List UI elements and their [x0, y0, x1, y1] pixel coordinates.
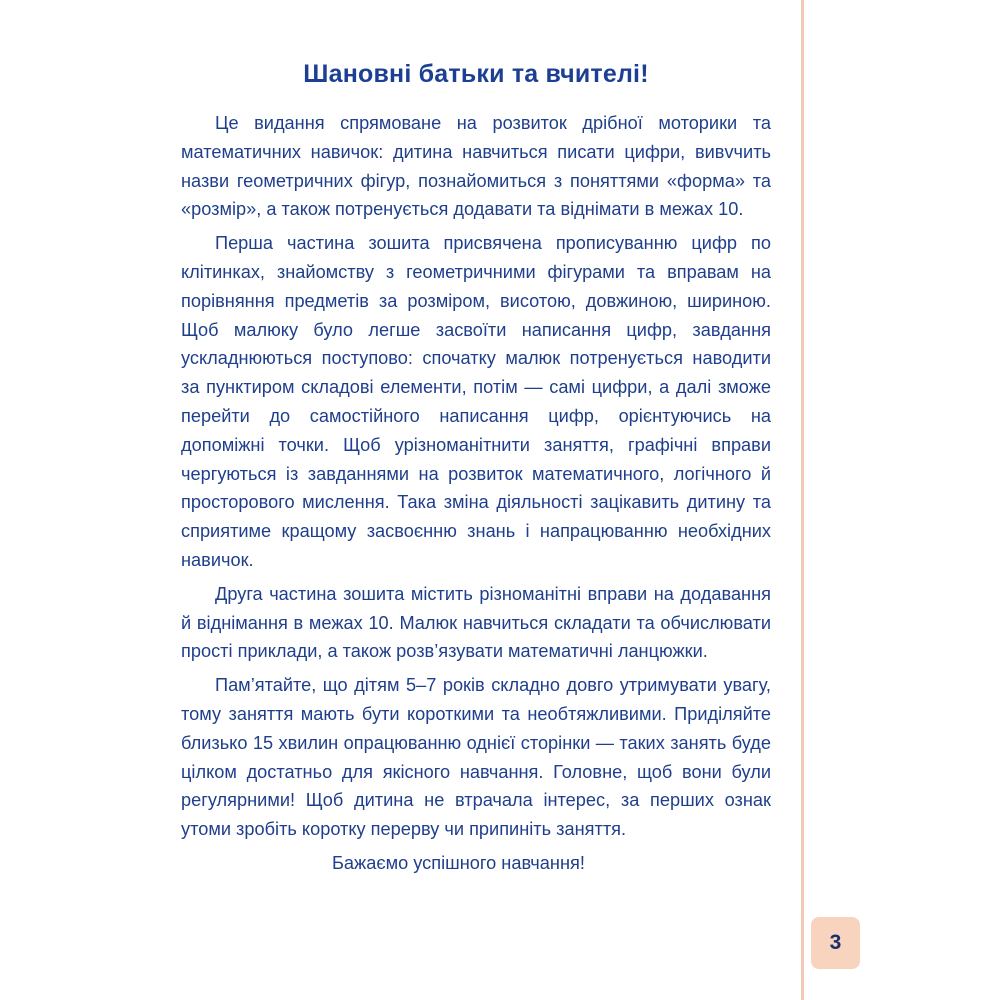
page-content — [181, 60, 771, 878]
paragraph-part-two: Друга частина зошита містить різноманітні вправи на додавання й віднімання в межах 10. Малюк навчиться складати та обчислювати прості приклади, а також розв’язувати математичні ланцюжки. — [181, 583, 771, 662]
paragraph-reminder: Пам’ятайте, що дітям 5–7 років складно довго утримувати увагу, тому заняття мають бути короткими та необтяжливими. Приділяйте близько 15 хвилин опрацюванню однієї сторінки — таких занять буде цілком достатньо для якісного навчання. Головне, щоб вони були регулярними! Щоб дитина не втрачала інтерес, за перших ознак утоми зробіть коротку перерву чи припиніть заняття. — [181, 675, 771, 840]
paragraph-part-one: Перша частина зошита присвячена прописуванню цифр по клітинках, знайомству з геометричними фігурами та вправам на порівняння предметів за розміром, висотою, довжиною, шириною. Щоб малюку було легше засвоїти написання цифр, завдання ускладнюються поступово: спочатку малюк потренується наводити за пунктиром складові елементи, потім — самі цифри, а далі зможе перейти до самостійного написання цифр, орієнтуючись на допоміжні точки. Щоб урізноманітнити заняття, графічні вправи чергуються із завданнями на розвиток математичного, логічного й просторового мислення. Така зміна діяльності зацікавить дитину та сприятиме кращому засвоєнню знань і напрацюванню необхідних навичок. — [181, 233, 771, 570]
paragraph-intro: Це видання спрямоване на розвиток дрібної моторики та математичних навичок: дитина навчиться писати цифри, вивvчить назви геометричних фігур, познайомиться з поняттями «форма» та «розмір», а також потренується додавати та віднімати в межах 10. — [181, 113, 771, 220]
page-margin-line — [801, 0, 804, 1000]
page-title: Шановні батьки та вчителі! — [303, 60, 649, 88]
page-number-badge: 3 — [811, 917, 860, 969]
closing-wish: Бажаємо успішного навчання! — [332, 852, 585, 873]
